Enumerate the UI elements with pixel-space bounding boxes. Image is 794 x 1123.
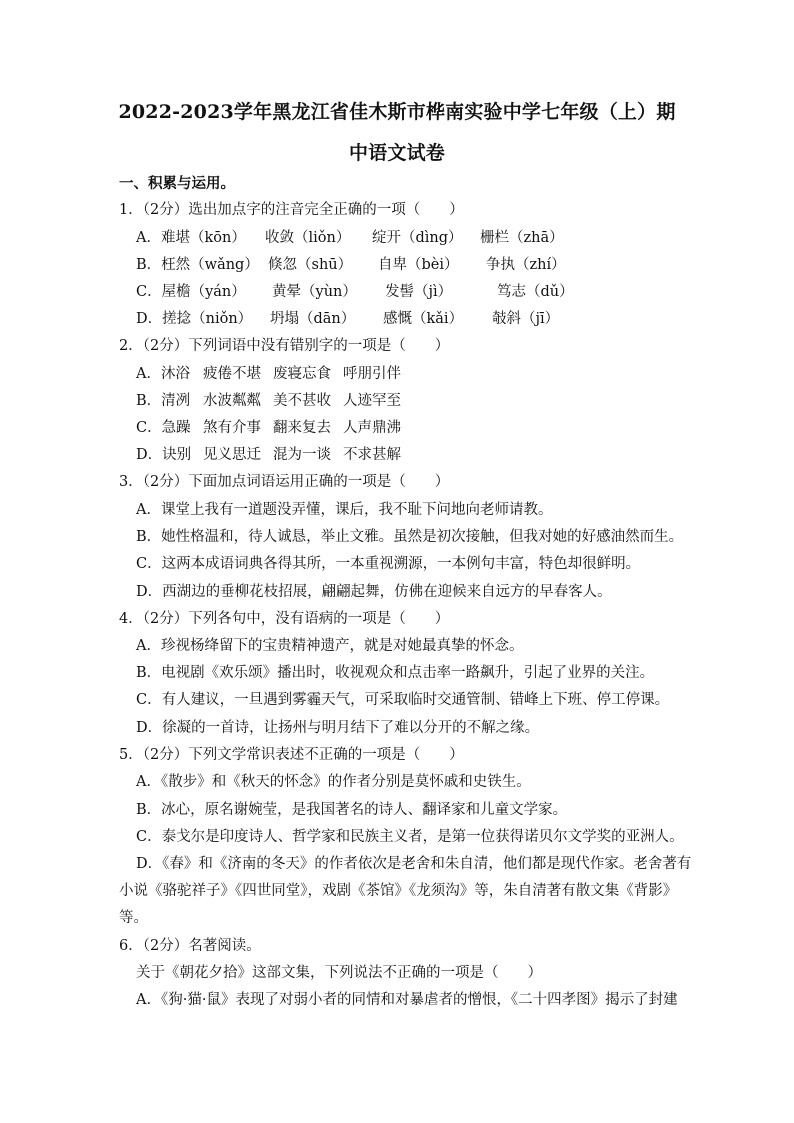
option-item: 疲倦不堪 (203, 366, 261, 382)
option-item: 见义思迁 (203, 447, 261, 463)
question-4-option-a: A．珍视杨绛留下的宝贵精神遗产，就是对她最真挚的怀念。 (136, 638, 524, 654)
question-3-option-b: B．她性格温和，待人诚恳，举止文雅。虽然是初次接触，但我对她的好感油然而生。 (136, 529, 684, 545)
question-1-option-c (0, 282, 794, 302)
option-item: 争执（zhí） (486, 257, 566, 273)
question-2-option-b (0, 391, 794, 411)
option-item: 笃志（dǔ） (497, 284, 574, 300)
question-3-option-d: D．西湖边的垂柳花枝招展，翩翩起舞，仿佛在迎候来自远方的早春客人。 (136, 584, 612, 600)
question-2-option-c (0, 418, 794, 438)
option-item: 收敛（liǒn） (265, 230, 351, 246)
question-1-option-b (0, 255, 794, 275)
option-item: 坍塌（dān） (270, 311, 356, 327)
exam-title-line-2: 中语文试卷 (348, 142, 445, 164)
option-item: D．诀别 (136, 447, 192, 463)
option-item: D．搓捻（niǒn） (136, 311, 253, 327)
question-5-option-b: B．冰心，原名谢婉莹，是我国著名的诗人、翻译家和儿童文学家。 (136, 802, 568, 818)
exam-title-line-1: 2022-2023学年黑龙江省佳木斯市桦南实验中学七年级（上）期 (118, 101, 676, 123)
option-item: 水波粼粼 (203, 393, 261, 409)
question-5-option-d-line-3: 等。 (119, 910, 148, 926)
option-item: B．清冽 (136, 393, 191, 409)
question-3-option-c: C．这两本成语词典各得其所，一本重视溯源，一本例句丰富，特色却很鲜明。 (136, 556, 641, 572)
question-4-stem: 4．（2分）下列各句中，没有语病的一项是（ ） (119, 611, 450, 627)
option-item: 废寝忘食 (273, 366, 331, 382)
option-item: 不求甚解 (343, 447, 401, 463)
option-item: 美不甚收 (273, 393, 331, 409)
question-2-option-d (0, 445, 794, 465)
option-item: 混为一谈 (273, 447, 331, 463)
option-item: 栅栏（zhā） (480, 230, 564, 246)
question-6-option-a: A．《狗·猫·鼠》表现了对弱小者的同情和对暴虐者的憎恨，《二十四孝图》揭示了封建 (136, 992, 678, 1008)
option-item: 发髻（jì） (385, 284, 453, 300)
option-item: 倏忽（shū） (268, 257, 353, 273)
option-item: 自卑（bèi） (378, 257, 459, 273)
option-item: 煞有介事 (203, 420, 261, 436)
option-item: C．屋檐（yán） (136, 284, 246, 300)
question-4-option-d: D．徐凝的一首诗，让扬州与明月结下了难以分开的不解之缘。 (136, 720, 540, 736)
question-5-stem: 5．（2分）下列文学常识表述不正确的一项是（ ） (119, 747, 464, 763)
option-item: A．难堪（kōn） (136, 230, 246, 246)
option-item: A．沐浴 (136, 366, 190, 382)
option-item: 呼朋引伴 (343, 366, 401, 382)
question-4-option-b: B．电视剧《欢乐颂》播出时，收视观众和点击率一路飙升，引起了业界的关注。 (136, 665, 655, 681)
question-5-option-d-line-1: D．《春》和《济南的冬天》的作者依次是老舍和朱自清，他们都是现代作家。老舍著有 (136, 856, 692, 872)
question-4-option-c: C．有人建议，一旦遇到雾霾天气，可采取临时交通管制、错峰上下班、停工停课。 (136, 692, 670, 708)
question-1-stem: 1．（2分）选出加点字的注音完全正确的一项（ ） (119, 202, 464, 218)
option-item: 人声鼎沸 (343, 420, 401, 436)
question-2-stem: 2．（2分）下列词语中没有错别字的一项是（ ） (119, 338, 450, 354)
section-heading: 一、积累与运用。 (119, 175, 235, 192)
question-5-option-a: A．《散步》和《秋天的怀念》的作者分别是莫怀戚和史铁生。 (136, 774, 531, 790)
question-6-subquestion: 关于《朝花夕拾》这部文集，下列说法不正确的一项是（ ） (136, 965, 542, 981)
option-item: C．急躁 (136, 420, 191, 436)
option-item: 翻来复去 (273, 420, 331, 436)
question-3-stem: 3．（2分）下面加点词语运用正确的一项是（ ） (119, 474, 450, 490)
option-item: 黄晕（yùn） (272, 284, 357, 300)
option-item: B．枉然（wǎng） (136, 257, 259, 273)
question-1-option-a (0, 228, 794, 248)
question-2-option-a (0, 364, 794, 384)
question-1-option-d (0, 309, 794, 329)
option-item: 攲斜（jī） (492, 311, 560, 327)
question-5-option-c: C．泰戈尔是印度诗人、哲学家和民族主义者，是第一位获得诺贝尔文学奖的亚洲人。 (136, 829, 684, 845)
question-5-option-d-line-2: 小说《骆驼祥子》《四世同堂》，戏剧《茶馆》《龙须沟》等，朱自清著有散文集《背影》 (119, 883, 678, 899)
question-3-option-a: A．课堂上我有一道题没弄懂，课后，我不耻下问地向老师请教。 (136, 502, 553, 518)
option-item: 绽开（dìng） (372, 230, 463, 246)
option-item: 人迹罕至 (343, 393, 401, 409)
question-6-stem: 6．（2分）名著阅读。 (119, 938, 261, 954)
option-item: 感慨（kǎi） (383, 311, 464, 327)
